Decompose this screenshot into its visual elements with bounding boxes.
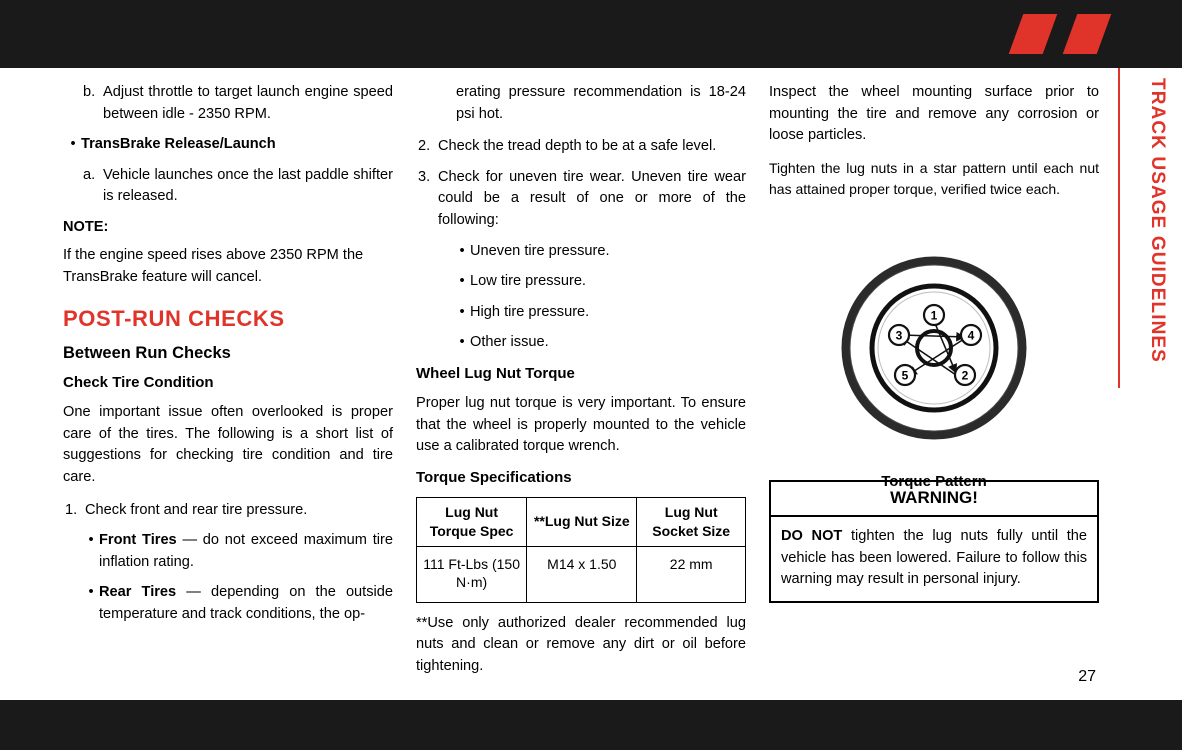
list-item-text: Vehicle launches once the last paddle shifter is released.: [103, 166, 393, 205]
footer-bar: [0, 700, 1182, 750]
column-right: [769, 82, 1099, 603]
slash-shape-2: [1063, 14, 1112, 54]
page-content: [0, 68, 1182, 700]
bullet-marker: •: [88, 584, 94, 601]
rear-tires-label: Rear Tires: [99, 584, 177, 601]
list-marker: a.: [83, 166, 96, 183]
list-item: [63, 530, 393, 573]
subheading-check-tire-condition: Check Tire Condition: [63, 374, 214, 392]
list-item: [416, 136, 746, 158]
list-item: [63, 500, 393, 522]
list-item: [63, 134, 393, 156]
list-marker: b.: [83, 84, 96, 100]
front-tires-text: — do not exceed maximum tire inflation rating.: [99, 532, 393, 570]
list-item: [416, 271, 746, 293]
list-item-text: [99, 530, 393, 573]
subheading-wheel-lug-nut-torque: Wheel Lug Nut Torque: [416, 364, 575, 382]
table-header-cell: Lug Nut Torque Spec: [417, 497, 527, 546]
list-tire-checks-continued: [416, 136, 746, 354]
table-header-row: [417, 497, 746, 546]
torque-pattern-svg: [769, 243, 1099, 458]
list-item: [63, 165, 393, 208]
bullet-marker: •: [459, 242, 465, 259]
list-item-text: Check the tread depth to be at a safe level.: [438, 138, 717, 155]
paragraph-tire-care: One important issue often overlooked is proper care of the tires. The following is a short list of suggestions for checking tire condition and tire care.: [63, 404, 393, 485]
bullet-marker: •: [459, 273, 465, 290]
table-footnote: **Use only authorized dealer recommended lug nuts and clean or remove any dirt or oil before tightening.: [416, 614, 746, 674]
table-cell: 22 mm: [637, 546, 746, 602]
paragraph-continued-pressure: erating pressure recommendation is 18-24 psi hot.: [456, 84, 746, 122]
page-number: 27: [1078, 668, 1096, 685]
bullet-marker: •: [459, 334, 465, 351]
header-bar: [0, 0, 1182, 68]
list-item-text: TransBrake Release/Launch: [81, 136, 276, 153]
note-text: If the engine speed rises above 2350 RPM the TransBrake feature will cancel.: [63, 246, 364, 285]
torque-specifications-table: [416, 497, 746, 603]
subheading-torque-specifications: Torque Specifications: [416, 468, 572, 486]
list-item-text: Low tire pressure.: [470, 273, 586, 290]
paragraph-inspect-wheel: Inspect the wheel mounting surface prior to mounting the tire and remove any corrosion or loose particles.: [769, 84, 1099, 144]
warning-text: [771, 517, 1097, 601]
warning-bold-lead: DO NOT: [781, 528, 843, 545]
list-item-text: Other issue.: [470, 334, 549, 351]
table-cell: 111 Ft-Lbs (150 N·m): [417, 546, 527, 602]
warning-body-text: tighten the lug nuts fully until the vehicle has been lowered. Failure to follow this warning may result in personal injury.: [781, 528, 1087, 587]
note-label: NOTE:: [63, 218, 109, 235]
list-item-text: Adjust throttle to target launch engine speed between idle - 2350 RPM.: [103, 84, 393, 122]
list-tire-checks: [63, 500, 393, 626]
lug-label-5: 5: [901, 368, 909, 383]
lug-label-2: 2: [961, 368, 969, 383]
side-tab-title: TRACK USAGE GUIDELINES: [1147, 78, 1168, 363]
paragraph-tighten-star-pattern: Tighten the lug nuts in a star pattern until each nut has attained proper torque, verified twice each.: [769, 159, 1099, 197]
list-item: [416, 241, 746, 263]
list-item: [416, 167, 746, 232]
diagram-caption: Torque Pattern: [881, 473, 987, 491]
lug-label-4: 4: [967, 328, 975, 343]
subheading-between-run-checks: Between Run Checks: [63, 344, 231, 363]
table-row: [417, 546, 746, 602]
list-item: [416, 302, 746, 324]
rear-tires-text: — depending on the outside temperature and track conditions, the op-: [99, 584, 393, 622]
table-cell: M14 x 1.50: [527, 546, 637, 602]
torque-pattern-diagram: [769, 243, 1099, 491]
list-item-text: [99, 582, 393, 625]
list-item: [416, 332, 746, 354]
paragraph-lug-torque: Proper lug nut torque is very important. To ensure that the wheel is properly mounted to the vehicle use a calibrated torque wrench.: [416, 394, 746, 455]
bullet-marker: •: [88, 532, 94, 549]
list-item: [63, 82, 393, 125]
brand-slashes-logo: [1016, 14, 1146, 54]
list-item-text: High tire pressure.: [470, 303, 590, 320]
column-center: [416, 82, 746, 688]
bullet-marker: •: [459, 303, 465, 320]
list-item-text: Uneven tire pressure.: [470, 242, 610, 259]
list-marker: 2.: [418, 138, 431, 155]
list-marker: 1.: [65, 501, 78, 518]
table-header-cell: Lug Nut Socket Size: [637, 497, 746, 546]
section-heading-post-run-checks: POST-RUN CHECKS: [63, 306, 285, 332]
list-item-text: Check front and rear tire pressure.: [85, 501, 308, 518]
lug-label-1: 1: [930, 308, 938, 323]
warning-box: [769, 480, 1099, 603]
slash-shape-1: [1009, 14, 1058, 54]
front-tires-label: Front Tires: [99, 532, 177, 549]
column-left: [63, 82, 393, 637]
lug-label-3: 3: [895, 328, 903, 343]
list-marker: 3.: [418, 168, 431, 185]
bullet-marker: •: [70, 136, 76, 153]
list-launch-steps: [63, 82, 393, 208]
warning-title: WARNING!: [771, 482, 1097, 517]
list-item: [63, 582, 393, 625]
table-header-cell: **Lug Nut Size: [527, 497, 637, 546]
list-item-text: Check for uneven tire wear. Uneven tire wear could be a result of one or more of the following:: [438, 168, 746, 228]
